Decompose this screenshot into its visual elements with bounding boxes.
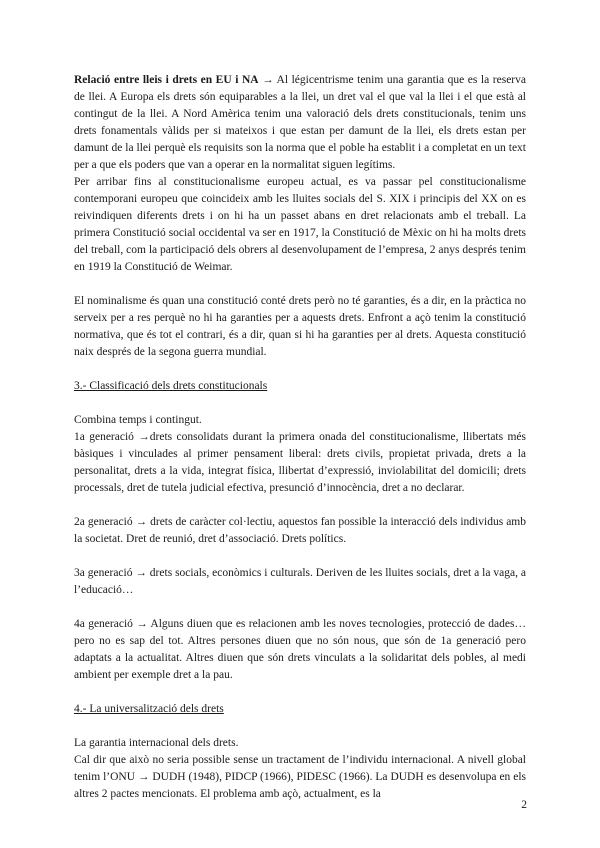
intro-lead: Relació entre lleis i drets en EU i NA bbox=[74, 74, 259, 86]
spacer bbox=[74, 684, 526, 701]
nominalisme-paragraph: El nominalisme és quan una constitució conté drets però no té garanties, és a dir, en la pràctica no serveix per a res perquè no hi ha garanties per a aquests drets. Enfront a açò tenim la constitució normativa, que és tot el contrari, és a dir, quan si hi ha garanties per al drets. Aquesta constitució naix després de la segona guerra mundial. bbox=[74, 295, 526, 358]
page-number: 2 bbox=[521, 799, 527, 811]
section-4-heading: 4.- La universalització dels drets bbox=[74, 703, 224, 715]
spacer bbox=[74, 718, 526, 735]
generation-3-paragraph: 3a generació → drets socials, econòmics i culturals. Deriven de les lluites socials, dret a la vaga, a l’educació… bbox=[74, 567, 526, 596]
intro-paragraph bbox=[74, 72, 526, 174]
section-3-heading: 3.- Classificació dels drets constitucionals bbox=[74, 380, 268, 392]
spacer bbox=[74, 395, 526, 412]
intro-text: → Al légicentrisme tenim una garantia que es la reserva de llei. A Europa els drets són equiparables a la llei, un dret val el que val la llei i el que està al contingut de la llei. A Nord Amèrica tenim una valoració dels drets constitucionals, tenim uns drets fonamentals vàlids per si mateixos i que estan per damunt de la llei, els drets estan per damunt de la llei perquè els requisits son la norma que el poble ha establit i a completat en un text per a que els poders que van a operar en la normalitat siguen legítims. bbox=[74, 74, 526, 171]
generation-4-paragraph: 4a generació → Alguns diuen que es relacionen amb les noves tecnologies, protecció de dades… pero no es sap del tot. Altres persones diuen que no són nous, que són de 1a generació pero adaptats a la actualitat. Altres diuen que són drets vinculats a la solidaritat dels pobles, al medi ambient per exemple dret a la pau. bbox=[74, 618, 526, 681]
spacer bbox=[74, 548, 526, 565]
spacer bbox=[74, 599, 526, 616]
page-content bbox=[74, 72, 526, 803]
constitucionalisme-paragraph: Per arribar fins al constitucionalisme europeu actual, es va passar pel constitucionalisme contemporani europeu que coincideix amb les lluites socials del S. XIX i principis del XX on es reivindiquen diferents drets i on hi ha un passet abans en dret relacionats amb el treball. La primera Constitució social occidental va ser en 1917, la Constitució de Mèxic on hi ha molts drets del treball, com la participació dels obrers al desenvolupament de l’empresa, 2 anys després tenim en 1919 la Constitució de Weimar. bbox=[74, 176, 526, 273]
section-4-paragraph: Cal dir que això no seria possible sense un tractament de l’individu internacional. A nivell global tenim l’ONU → DUDH (1948), PIDCP (1966), PIDESC (1966). La DUDH es desenvolupa en els altres 2 pactes mencionats. El problema amb açò, actualment, es la bbox=[74, 754, 526, 800]
spacer bbox=[74, 361, 526, 378]
generation-2-paragraph: 2a generació → drets de caràcter col·lectiu, aquestos fan possible la interacció dels individus amb la societat. Dret de reunió, dret d’associació. Drets polítics. bbox=[74, 516, 526, 545]
spacer bbox=[74, 276, 526, 293]
section-4-intro: La garantia internacional dels drets. bbox=[74, 737, 239, 749]
section-3-intro: Combina temps i contingut. bbox=[74, 414, 202, 426]
generation-1-paragraph: 1a generació →drets consolidats durant la primera onada del constitucionalisme, llibertats més bàsiques i vinculades al primer pensament liberal: drets civils, propietat privada, drets a la personalitat, drets a la vida, integrat física, llibertat d’expressió, inviolabilitat del domicili; drets processals, dret de tutela judicial efectiva, presunció d’innocència, dret a no declarar. bbox=[74, 431, 526, 494]
spacer bbox=[74, 497, 526, 514]
